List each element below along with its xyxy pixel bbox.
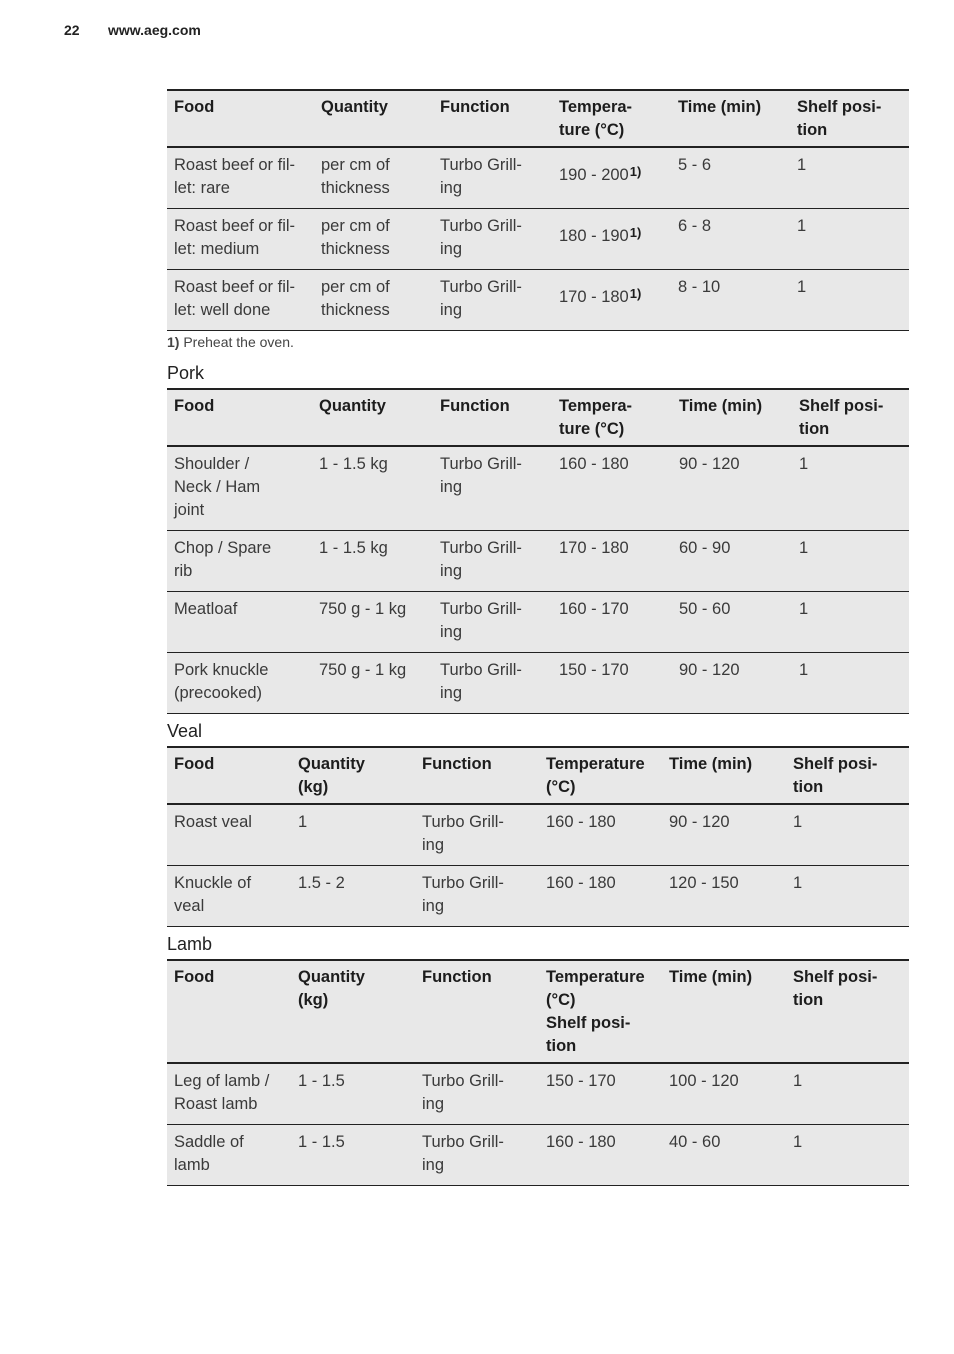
shelf-value: 1 <box>797 217 807 235</box>
column-header: Food <box>174 755 215 773</box>
quantity-value: 1 - 1.5 <box>298 1133 345 1151</box>
cell-temperature <box>552 270 671 331</box>
cell-quantity <box>312 592 433 653</box>
footnote-reference: 1) <box>629 225 642 240</box>
quantity-value: 1 - 1.5 kg <box>319 539 388 557</box>
quantity-value: 750 g - 1 kg <box>319 600 407 618</box>
column-header: Shelf posi- tion <box>793 968 878 1009</box>
cell-temperature <box>552 446 672 531</box>
cell-temperature <box>539 866 662 927</box>
veal-section <box>167 716 909 927</box>
table-row <box>167 147 909 209</box>
temperature-value: 170 - 180 <box>559 288 629 306</box>
column-header: Function <box>440 98 510 116</box>
table-row <box>167 1063 909 1125</box>
cell-function <box>415 1125 539 1186</box>
pork-table <box>167 388 909 714</box>
shelf-value: 1 <box>793 813 803 831</box>
quantity-value: 1 - 1.5 kg <box>319 455 388 473</box>
cell-quantity <box>312 446 433 531</box>
function-value: Turbo Grill- ing <box>422 1072 504 1113</box>
veal-title: Veal <box>167 721 203 741</box>
cell-time <box>672 446 792 531</box>
column-header: Function <box>422 968 492 986</box>
food-value: Leg of lamb / Roast lamb <box>174 1072 270 1113</box>
veal-table-body <box>167 804 909 927</box>
column-header: Tempera- ture (°C) <box>559 397 633 438</box>
shelf-value: 1 <box>797 278 807 296</box>
function-value: Turbo Grill- ing <box>440 600 522 641</box>
quantity-value: 1 - 1.5 <box>298 1072 345 1090</box>
table-row <box>167 446 909 531</box>
time-value: 40 - 60 <box>669 1133 721 1151</box>
cell-food <box>167 209 314 270</box>
cell-function <box>433 592 552 653</box>
cell-food <box>167 270 314 331</box>
function-value: Turbo Grill- ing <box>440 661 522 702</box>
lamb-section <box>167 929 909 1186</box>
temperature-value: 150 - 170 <box>559 661 629 679</box>
cell-shelf <box>792 592 909 653</box>
time-value: 5 - 6 <box>678 156 712 174</box>
function-value: Turbo Grill- ing <box>440 455 522 496</box>
header-row <box>167 389 909 446</box>
beef-section <box>167 89 909 331</box>
column-header: Time (min) <box>669 755 753 773</box>
column-header: Tempera- ture (°C) <box>559 98 633 139</box>
quantity-value: 1 <box>298 813 308 831</box>
cell-shelf <box>792 653 909 714</box>
cell-function <box>415 804 539 866</box>
column-header: Food <box>174 968 215 986</box>
pork-title: Pork <box>167 363 205 383</box>
cell-food <box>167 804 291 866</box>
shelf-value: 1 <box>793 1072 803 1090</box>
cell-quantity <box>291 1125 415 1186</box>
column-header: Function <box>422 755 492 773</box>
column-header: Quantity <box>321 98 388 116</box>
cell-temperature <box>552 531 672 592</box>
cell-shelf <box>790 147 909 209</box>
food-value: Pork knuckle (precooked) <box>174 661 269 702</box>
cell-quantity <box>291 804 415 866</box>
cell-function <box>433 147 552 209</box>
veal-table <box>167 746 909 927</box>
footnote-reference: 1) <box>629 286 642 301</box>
cell-time <box>671 270 790 331</box>
temperature-value: 190 - 200 <box>559 166 629 184</box>
function-value: Turbo Grill- ing <box>440 217 522 258</box>
food-value: Chop / Spare rib <box>174 539 272 580</box>
cell-shelf <box>792 446 909 531</box>
function-value: Turbo Grill- ing <box>422 874 504 915</box>
food-value: Roast veal <box>174 813 252 831</box>
column-header: Quantity (kg) <box>298 755 365 796</box>
time-value: 60 - 90 <box>679 539 731 557</box>
time-value: 120 - 150 <box>669 874 739 892</box>
cell-food <box>167 866 291 927</box>
function-value: Turbo Grill- ing <box>440 156 522 197</box>
cell-food <box>167 1125 291 1186</box>
cell-time <box>662 1063 786 1125</box>
cell-temperature <box>539 1125 662 1186</box>
cell-temperature <box>552 592 672 653</box>
shelf-value: 1 <box>799 600 809 618</box>
function-value: Turbo Grill- ing <box>440 278 522 319</box>
cell-quantity <box>314 270 433 331</box>
cell-function <box>415 1063 539 1125</box>
food-value: Meatloaf <box>174 600 238 618</box>
time-value: 90 - 120 <box>669 813 730 831</box>
shelf-value: 1 <box>799 539 809 557</box>
cell-function <box>433 531 552 592</box>
quantity-value: per cm of thickness <box>321 156 390 197</box>
cell-function <box>433 270 552 331</box>
cell-function <box>415 866 539 927</box>
cell-temperature <box>539 1063 662 1125</box>
page-content <box>167 89 909 1186</box>
column-header: Food <box>174 98 215 116</box>
table-row <box>167 270 909 331</box>
lamb-table <box>167 959 909 1186</box>
time-value: 8 - 10 <box>678 278 721 296</box>
quantity-value: 750 g - 1 kg <box>319 661 407 679</box>
cell-time <box>662 804 786 866</box>
column-header: Temperature (°C) <box>546 755 645 796</box>
cell-time <box>671 209 790 270</box>
cell-shelf <box>792 531 909 592</box>
site-url: www.aeg.com <box>108 22 201 38</box>
food-value: Roast beef or fil- let: well done <box>174 278 296 319</box>
cell-food <box>167 592 312 653</box>
cell-food <box>167 1063 291 1125</box>
shelf-value: 1 <box>797 156 807 174</box>
cell-quantity <box>314 147 433 209</box>
cell-quantity <box>291 1063 415 1125</box>
pork-section <box>167 358 909 714</box>
quantity-value: 1.5 - 2 <box>298 874 345 892</box>
lamb-table-body <box>167 1063 909 1186</box>
cell-time <box>672 592 792 653</box>
shelf-value: 1 <box>793 1133 803 1151</box>
cell-time <box>672 653 792 714</box>
table-row <box>167 1125 909 1186</box>
cell-function <box>433 446 552 531</box>
beef_table-table <box>167 89 909 331</box>
shelf-value: 1 <box>799 661 809 679</box>
table-row <box>167 866 909 927</box>
temperature-value: 150 - 170 <box>546 1072 616 1090</box>
quantity-value: per cm of thickness <box>321 217 390 258</box>
function-value: Turbo Grill- ing <box>422 813 504 854</box>
table-row <box>167 531 909 592</box>
food-value: Knuckle of veal <box>174 874 252 915</box>
column-header: Shelf posi- tion <box>793 755 878 796</box>
cell-temperature <box>552 209 671 270</box>
column-header: Food <box>174 397 215 415</box>
cell-food <box>167 446 312 531</box>
column-header: Function <box>440 397 510 415</box>
lamb-table-head <box>167 960 909 1063</box>
time-value: 90 - 120 <box>679 661 740 679</box>
cell-shelf <box>786 1063 909 1125</box>
food-value: Roast beef or fil- let: medium <box>174 217 296 258</box>
footnote <box>167 334 909 356</box>
temperature-value: 160 - 180 <box>559 455 629 473</box>
food-value: Saddle of lamb <box>174 1133 244 1174</box>
footnote-mark: 1) <box>167 334 180 350</box>
cell-temperature <box>552 653 672 714</box>
column-header: Quantity (kg) <box>298 968 365 1009</box>
cell-time <box>672 531 792 592</box>
cell-time <box>662 866 786 927</box>
footnote-text: Preheat the oven. <box>183 334 294 350</box>
table-row <box>167 653 909 714</box>
quantity-value: per cm of thickness <box>321 278 390 319</box>
page-header <box>64 22 201 38</box>
table-row <box>167 592 909 653</box>
food-value: Roast beef or fil- let: rare <box>174 156 296 197</box>
pork-table-body <box>167 446 909 714</box>
temperature-value: 160 - 180 <box>546 874 616 892</box>
column-header: Temperature (°C) Shelf posi- tion <box>546 968 645 1055</box>
header-row <box>167 90 909 147</box>
lamb-title: Lamb <box>167 934 213 954</box>
cell-function <box>433 209 552 270</box>
beef_table-table-body <box>167 147 909 331</box>
footnote-reference: 1) <box>629 164 642 179</box>
cell-food <box>167 147 314 209</box>
cell-temperature <box>539 804 662 866</box>
temperature-value: 160 - 180 <box>546 1133 616 1151</box>
temperature-value: 160 - 180 <box>546 813 616 831</box>
column-header: Time (min) <box>679 397 763 415</box>
function-value: Turbo Grill- ing <box>440 539 522 580</box>
cell-temperature <box>552 147 671 209</box>
table-row <box>167 209 909 270</box>
time-value: 6 - 8 <box>678 217 712 235</box>
cell-time <box>671 147 790 209</box>
cell-shelf <box>790 270 909 331</box>
cell-quantity <box>291 866 415 927</box>
column-header: Quantity <box>319 397 386 415</box>
beef_table-table-head <box>167 90 909 147</box>
veal-table-head <box>167 747 909 804</box>
cell-quantity <box>312 653 433 714</box>
cell-food <box>167 653 312 714</box>
column-header: Shelf posi- tion <box>797 98 882 139</box>
table-row <box>167 804 909 866</box>
function-value: Turbo Grill- ing <box>422 1133 504 1174</box>
cell-quantity <box>314 209 433 270</box>
temperature-value: 180 - 190 <box>559 227 629 245</box>
cell-function <box>433 653 552 714</box>
time-value: 90 - 120 <box>679 455 740 473</box>
page-number: 22 <box>64 22 80 38</box>
pork-table-head <box>167 389 909 446</box>
cell-shelf <box>786 804 909 866</box>
cell-time <box>662 1125 786 1186</box>
temperature-value: 170 - 180 <box>559 539 629 557</box>
header-row <box>167 747 909 804</box>
header-row <box>167 960 909 1063</box>
cell-quantity <box>312 531 433 592</box>
time-value: 50 - 60 <box>679 600 731 618</box>
column-header: Shelf posi- tion <box>799 397 884 438</box>
column-header: Time (min) <box>678 98 762 116</box>
column-header: Time (min) <box>669 968 753 986</box>
temperature-value: 160 - 170 <box>559 600 629 618</box>
shelf-value: 1 <box>793 874 803 892</box>
cell-food <box>167 531 312 592</box>
food-value: Shoulder / Neck / Ham joint <box>174 455 261 519</box>
cell-shelf <box>790 209 909 270</box>
cell-shelf <box>786 1125 909 1186</box>
time-value: 100 - 120 <box>669 1072 739 1090</box>
cell-shelf <box>786 866 909 927</box>
shelf-value: 1 <box>799 455 809 473</box>
